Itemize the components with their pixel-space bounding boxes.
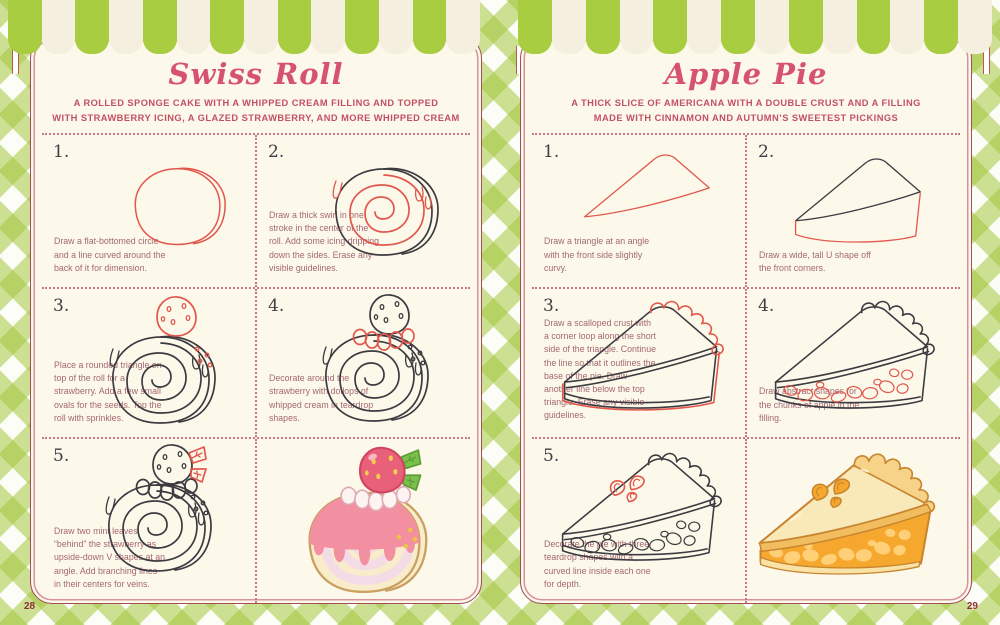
awning-stripe [552,0,586,54]
awning-right [518,0,992,54]
swiss-roll-step4-art [302,289,452,429]
step-instruction: Decorate the pie with three teardrop shapes with a curved line inside each one for depth. [544,539,651,589]
step-instruction: Draw a thick swirl in one stroke in the center of the roll. Add some icing dripping down the sides. Erase any visible guidelines. [269,210,380,273]
step-cell [42,439,257,603]
step-number: 4. [758,296,775,316]
awning-stripe [586,0,620,54]
awning-stripe [42,0,76,54]
awning-stripe [924,0,958,54]
awning-stripe [620,0,654,54]
step-cell [42,135,257,287]
step-number: 2. [758,142,775,162]
awning-left [8,0,480,54]
awning-stripe [278,0,312,54]
awning-stripe [244,0,278,54]
awning-stripe [345,0,379,54]
step-cell [747,135,960,287]
step-cell [257,289,470,437]
page-number-left: 28 [24,601,36,612]
apple-pie-step2-art [788,149,940,253]
awning-stripe [823,0,857,54]
awning-stripe [857,0,891,54]
step-number: 1. [53,142,70,162]
right-page [520,36,972,604]
page-subtitle: A ROLLED SPONGE CAKE WITH A WHIPPED CREAM FILLING AND TOPPED WITH STRAWBERRY ICING, A GLAZED STRAWBERRY, AND MORE WHIPPED CREAM [52,98,460,123]
step-instruction: Draw a wide, tall U shape off the front corners. [759,249,871,273]
awning-stripe [890,0,924,54]
final-illustration-cell [257,439,470,603]
step-instruction: Draw two mint leaves “behind” the strawberry as upside-down V shapes at an angle. Add branching lines in their centers for veins. [54,526,166,589]
left-page-header [42,41,470,135]
swiss-roll-step1-art [109,151,241,257]
apple-pie-step3-art [555,295,741,421]
swiss-roll-step3-art [89,291,239,431]
step-number: 4. [268,296,285,316]
awning-stripe [653,0,687,54]
awning-stripe [413,0,447,54]
apple-pie-step1-art [577,145,729,249]
awning-stripe [8,0,42,54]
awning-stripe [958,0,992,54]
awning-stripe [789,0,823,54]
swiss-roll-step2-art [306,149,456,269]
step-cell [532,439,747,603]
step-cell [747,289,960,437]
awning-stripe [177,0,211,54]
awning-stripe [143,0,177,54]
awning-stripe [75,0,109,54]
apple-pie-step4-art [766,295,952,421]
final-illustration-cell [747,439,960,603]
step-cell [532,135,747,287]
page-number-right: 29 [966,601,978,612]
step-instruction: Draw a scalloped crust with a corner loop along the short side of the triangle. Continue the line so that it outlines the base of the pie. Draw another line below the top triangle. Erase any visible guidelines. [544,318,656,421]
page-title: Swiss Roll [168,57,344,91]
awning-stripe [109,0,143,54]
step-cell [532,289,747,437]
page-title: Apple Pie [664,57,828,91]
awning-stripe [518,0,552,54]
awning-stripe [446,0,480,54]
step-instruction: Draw a triangle at an angle with the front side slightly curvy. [544,236,650,273]
swiss-roll-final-art [282,441,454,601]
step-cell [257,135,470,287]
awning-stripe [687,0,721,54]
step-instruction: Draw a flat-bottomed circle and a line curved around the back of it for dimension. [54,236,166,273]
left-page [30,36,482,604]
step-number: 5. [53,446,70,466]
step-cell [42,289,257,437]
step-number: 5. [543,446,560,466]
awning-stripe [210,0,244,54]
awning-stripe [379,0,413,54]
apple-pie-step5-art [553,447,739,573]
apple-pie-final-art [749,447,954,586]
awning-stripe [755,0,789,54]
step-number: 3. [53,296,70,316]
right-page-header [532,41,960,135]
step-number: 2. [268,142,285,162]
step-instruction: Place a rounded triangle on top of the roll for a strawberry. Add a few small ovals for the seeds. Top the roll with sprinkles. [54,360,162,423]
step-instruction: Decorate around the strawberry with dollops of whipped cream in teardrop shapes. [269,373,374,423]
awning-stripe [311,0,345,54]
page-subtitle: A THICK SLICE OF AMERICANA WITH A DOUBLE CRUST AND A FILLING MADE WITH CINNAMON AND AUTUMN’S SWEETEST PICKINGS [571,98,921,123]
step-number: 1. [543,142,560,162]
step-instruction: Draw abstract shapes for the chunks of apple in the filling. [759,386,860,423]
swiss-roll-step5-art [85,439,235,579]
awning-stripe [721,0,755,54]
step-number: 3. [543,296,560,316]
